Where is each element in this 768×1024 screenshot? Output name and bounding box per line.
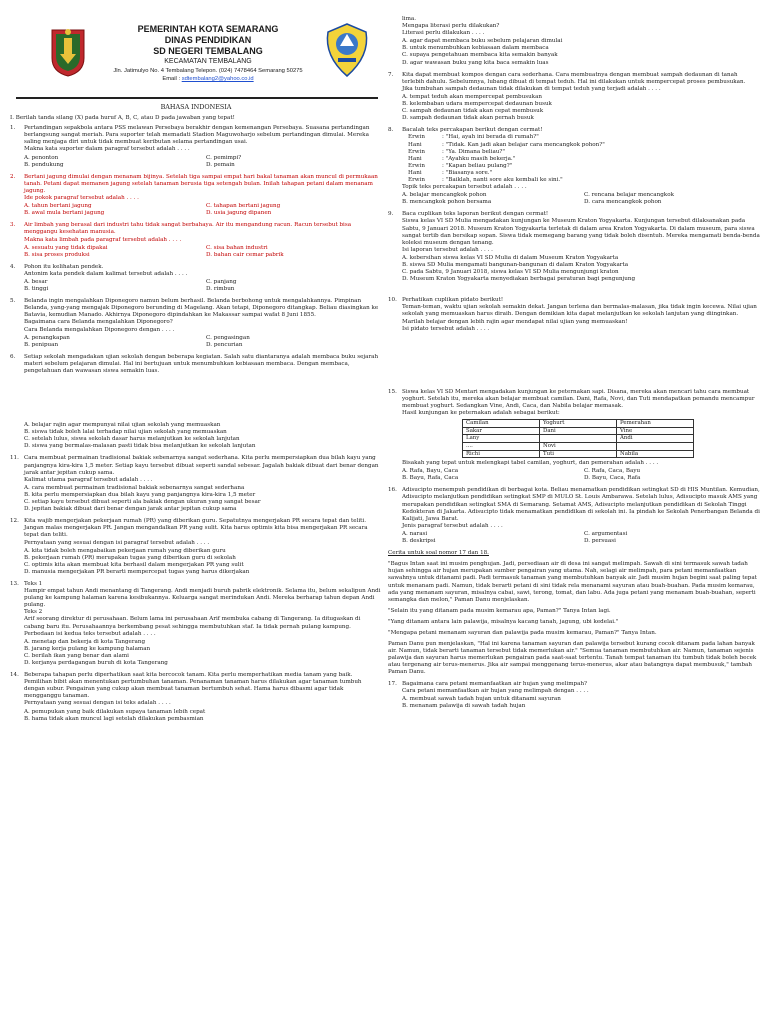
question-ask: Ide pokok paragraf tersebut adalah . . . .: [24, 195, 139, 202]
question-6: [10, 354, 382, 451]
option-c[interactable]: C. optimis kita akan membuat kita berhasil dalam mengerjakan PR yang sulit: [24, 561, 244, 568]
option-a[interactable]: A. kita tidak boleh mengabaikan pekerjaan rumah yang diberikan guru: [24, 547, 226, 554]
question-11: [10, 455, 382, 513]
option-a[interactable]: A. kebersihan siswa kelas VI SD Mulia di dalam Museum Kraton Yogyakarta: [402, 254, 619, 261]
speaker: Hani: [408, 169, 422, 176]
option-d[interactable]: D. usia jagung dipanen: [206, 210, 272, 217]
text-2-body: Arif seorang direktur di perusahaan. Belum lama ini perusahaan Arif membuka cabang di Tangerang. Ia ditugaskan di cabang baru itu. Perusahaannya berkembang pesat sehingga membutuhkan staf. Ia tidak pernah pulang kampung.: [24, 616, 361, 630]
options: [402, 696, 760, 710]
text-1-body: Hampir empat tahun Andi menantang di Tangerang. Andi menjadi buruh pabrik elektronik. Selama itu, belum sekalipun Andi pulang ke kampung halaman karena kesibukannya. Keluarga sangat merindukan Andi. Mereka berharap tahun depan Andi pulang.: [24, 588, 381, 609]
option-a[interactable]: A. tempat teduh akan mempercepat pembusukan: [402, 93, 543, 100]
question-17: [388, 681, 760, 710]
question-ask: Jenis paragraf tersebut adalah . . . .: [402, 522, 503, 529]
table-cell: Tuti: [540, 450, 617, 458]
letterhead-text: [98, 24, 318, 83]
school-name: SD NEGERI TEMBALANG: [153, 46, 263, 56]
table-cell: Sakar: [463, 427, 540, 435]
option-b[interactable]: B. Bayu, Rafa, Caca: [402, 475, 459, 482]
speaker: Erwin: [408, 148, 425, 155]
question-ask: Perbedaan isi kedua teks tersebut adalah . . . .: [24, 630, 156, 637]
question-number: 16.: [388, 487, 397, 494]
option-d[interactable]: D. Bayu, Caca, Rafa: [584, 475, 641, 482]
option-c[interactable]: C. setelah lulus, siswa sekolah dasar harus melanjutkan ke sekolah lanjutan: [24, 436, 240, 443]
table-cell: Andi: [617, 435, 694, 443]
option-d[interactable]: D. pencurian: [206, 341, 243, 348]
option-b[interactable]: B. pekerjaan rumah (PR) merupakan tugas yang diberikan guru di sekolah: [24, 554, 236, 561]
question-number: 15.: [388, 388, 397, 395]
options: [24, 335, 382, 349]
story-heading: Cerita untuk soal nomor 17 dan 18.: [388, 550, 489, 557]
question-ask: Isi laporan tersebut adalah . . . .: [402, 246, 493, 253]
letterhead: [10, 0, 382, 98]
option-d[interactable]: D. siswa yang bermalas-malasan pasti tidak bisa melanjutkan ke sekolah lanjutan: [24, 443, 256, 450]
question-ask: Isi pidato tersebut adalah . . . .: [402, 325, 490, 332]
school-email-line: [98, 75, 318, 83]
semarang-city-emblem-icon: [48, 24, 88, 78]
district-name: KECAMATAN TEMBALANG: [164, 58, 252, 65]
option-c[interactable]: C. setiap kayu tersebut dibuat seperti ala bakiak dengan ukuran yang sangat besar: [24, 499, 261, 506]
question-text: Bagaimana cara petani memanfaatkan air hujan yang melimpah?: [402, 680, 588, 687]
table-cell: [617, 442, 694, 450]
question-6-continuation: [388, 16, 760, 67]
question-1: [10, 125, 382, 169]
option-a[interactable]: A. cara membuat permainan tradisional bakiak sebenarnya sangat sederhana: [24, 484, 245, 491]
option-c[interactable]: C. pemimpi?: [206, 154, 242, 161]
question-text: Adisucipto menempuh pendidikan di berbagai kota. Beliau menamatkan pendidikan setingkat SD di HIS Muntilan. Kemudian, Adisucipto melanjutkan pendidikan setingkat SMP di MULO St. Louis Ambarawa. Setelah lulus, Adisucipto masuk AMS yang merupakan pendidikan setingkat SMA di Semarang. Setamat AMS, Adisucipto melanjutkan pendidikan di Sekolah Tinggi Kedokteran di Jakarta. Adisucipto tidak menamatkan pendidikan di sekolah ini. Ia pindah ke Sekolah Penerbangan Belanda di Kalijati, Jawa Barat.: [402, 487, 760, 522]
agency-name: DINAS PENDIDIKAN: [164, 35, 252, 45]
options: [24, 485, 382, 513]
options: [24, 245, 382, 259]
option-c[interactable]: C. pada Sabtu, 9 Januari 2018, siswa kelas VI SD Mulia mengunjungi kraton: [402, 269, 619, 276]
question-text: Bacalah teks percakapan berikut dengan cermat!: [402, 127, 543, 134]
option-a[interactable]: A. sesuatu yang tidak dipakai: [24, 244, 108, 251]
question-8: [388, 127, 760, 206]
utterance: : "Ya. Dimana beliau?": [442, 148, 505, 155]
option-a[interactable]: A. belajar mencangkok pohon: [402, 192, 487, 199]
option-d[interactable]: D. cara mencangkok pohon: [584, 199, 662, 206]
question-text: Bertani jagung dimulai dengan menanam bijinya. Setelah tiga sampai empat hari bakal tanaman akan muncul di permukaan tanah. Petani dapat memanen jagung setelah tanaman berusia tiga setengah bulan. Inilah tahapan petani dalam menanam jagung.: [24, 173, 378, 194]
options: [24, 709, 382, 723]
utterance: : "Baiklah, nanti sore aku kembali ke sini.": [442, 176, 563, 183]
question-text: Pertandingan sepakbola antara PSS melawan Persebaya berakhir dengan kemenangan Persebaya. Suasana pertandingan berlangsung sangat meriah. Para suporter telah memadati Stadion Maguwoharjo sebelum pertandingan dimulai. Mereka saling menjaga diri untuk tidak membuat keributan selama pertandingan usai.: [24, 125, 370, 146]
story-paragraph: "Bagus Intan saat ini musim penghujan. Jadi, persediaan air di desa ini sangat melimpah. Sawah di sini termasuk sawah tadah hujan sehingga air hujan merupakan sumber pengairan yang utama. Nah, selagi air melimpah, para petani memanfaatkan sawahnya untuk ditanami padi. Padi termasuk tanaman yang membutuhkan banyak air. Jadi musim hujan begini saat paling tepat untuk menanam padi. Namun, tidak berarti petani di sini tidak rela menanami sayuran atau buah-buahan. Pada musim kemarau, ada yang menanam sayuran, misalnya cabai, sawi, terong, tomat, dan labu. Ada juga petani yang menanam buah-buahan, seperti semangka dan melon," Paman Danu menjelaskan.: [388, 561, 757, 603]
speaker: Hani: [408, 155, 422, 162]
question-number: 8.: [388, 127, 394, 134]
question-ask: Kalimat utama paragraf tersebut adalah . . . .: [24, 476, 153, 483]
option-a[interactable]: A. Rafa, Bayu, Caca: [402, 468, 459, 475]
story-paragraph: "Yang ditanam antara lain palawija, misalnya kacang tanah, jagung, ubi kedelai.": [388, 618, 619, 625]
speaker: Erwin: [408, 134, 425, 141]
option-c[interactable]: C. rencana belajar mencangkok: [584, 192, 674, 199]
story-section: [388, 550, 760, 676]
option-a[interactable]: A. penangkapan: [24, 334, 70, 341]
question-number: 2.: [10, 173, 16, 180]
options: [402, 94, 760, 122]
table-header: Pemerahan: [617, 420, 694, 428]
option-d[interactable]: D. agar wawasan buku yang kita baca semakin luas: [402, 59, 549, 66]
option-a[interactable]: A. membuat sawah tadah hujan untuk ditanami sayuran: [402, 695, 561, 702]
option-d[interactable]: D. Museum Kraton Yogyakarta menyediakan berbagai peraturan bagi pengunjung: [402, 276, 636, 283]
question-16: [388, 487, 760, 545]
options: [402, 255, 760, 283]
option-d[interactable]: D. manusia mengerjakan PR berarti mempercepat tugas yang harus dikerjakan: [24, 568, 250, 575]
option-c[interactable]: C. Rafa, Caca, Bayu: [584, 468, 641, 475]
question-ask: Bisakah yang tepat untuk melengkapi tabel camilan, yoghurt, dan pemerahan adalah . . . .: [402, 460, 659, 467]
table-row: [463, 442, 694, 450]
question-13: [10, 581, 382, 667]
speech-text: Teman-teman, waktu ujian sekolah semakin dekat. Jangan terlena dan bermalas-malasan, jika tidak ingin kecewa. Nilai ujian sekolah yang memuaskan harus diraih. Dengan demikian kita dapat melanjutkan ke sekolah lanjutan yang diinginkan. Marilah belajar dengan lebih rajin agar mendapat nilai ujian yang memuaskan!: [402, 304, 757, 325]
speaker: Hani: [408, 141, 422, 148]
question-number: 4.: [10, 263, 16, 270]
question-text: Belanda ingin mengalahkan Diponegoro namun belum berhasil. Belanda berbohong untuk mengalahkannya. Pimpinan Belanda, yang-yang mengajak Diponegoro berunding di Magelang. Akan tetapi, Diponegoro ditangkap. Beliau diasingkan ke Batavia, kemudian Manado. Akhirnya Diponegoro dipindahkan ke Makassar sampai wafat 8 Juni 1855.: [24, 298, 379, 319]
email-link[interactable]: sdtembalang2@yahoo.co.id: [181, 76, 254, 82]
table-cell: Dani: [540, 427, 617, 435]
table-cell: Novi: [540, 442, 617, 450]
utterance: : "Tidak. Kan jadi akan belajar cara mencangkok pohon?": [442, 141, 605, 148]
option-c[interactable]: C. supaya pengetahuan membaca kita semakin banyak: [402, 52, 558, 59]
question-number: 7.: [388, 71, 394, 78]
option-d[interactable]: D. kerjanya perdagangan buruh di kota Tangerang: [24, 660, 168, 666]
school-address: Jln. Jatimulyo No. 4 Tembalang Telepon. (024) 7478464 Semarang 50275: [113, 68, 303, 74]
option-c[interactable]: C. sisa bahan industri: [206, 244, 268, 251]
question-text: Beberapa tahapan perlu diperhatikan saat kita bercocok tanam. Kita perlu memperhatikan media tanam yang baik. Pemilihan bibit akan menentukan pertumbuhan tanaman. Penanaman tanaman harus dilakukan agar tanaman tumbuh dengan subur. Pengairan yang cukup akan membuat tanaman bertumbuh sehat. Hama harus dibasmi agar tidak mengganggu tanaman.: [24, 672, 362, 700]
question-text: Cara membuat permainan tradisional bakiak sebenarnya sangat sederhana. Kita perlu mempersiapkan dua bilah kayu yang panjangnya kira-kira 1,5 meter. Setiap kayu tersebut dibuat seperti sandal sebesar. Jagalah bakiak dibuat dari benar dengan jarak antar jepitan cukup sama.: [24, 455, 379, 476]
table-row: [463, 420, 694, 428]
question-number: 1.: [10, 125, 16, 132]
question-ask: Pernyataan yang sesuai dengan isi teks adalah . . . .: [24, 700, 171, 707]
question-14: [10, 672, 382, 723]
question-ask: Antonim kata pendek dalam kalimat tersebut adalah . . . .: [24, 270, 188, 277]
option-d[interactable]: D. pemain: [206, 161, 235, 168]
question-number: 17.: [388, 680, 397, 687]
question-number: 3.: [10, 222, 16, 229]
question-text: Setiap sekolah mengadakan ujian sekolah dengan beberapa kegiatan. Salah satu diantaranya adalah membaca buku sejarah materi sebelum pelajaran dimulai. Hal ini bertujuan untuk menumbuhkan kebiasaan membaca. Dengan membaca, pengetahuan dan wawasan siswa semakin luas.: [24, 353, 379, 374]
option-c[interactable]: C. panjang: [206, 278, 237, 285]
blank-space: [24, 375, 382, 421]
option-a[interactable]: A. narasi: [402, 530, 428, 537]
activity-table: [462, 419, 694, 458]
option-d[interactable]: D. rimbun: [206, 286, 235, 293]
dialog: [402, 134, 760, 184]
question-ask: Cara petani memanfaatkan air hujan yang melimpah dengan . . . .: [402, 687, 589, 694]
option-b[interactable]: B. siswa tidak boleh lalai terhadap nilai ujian sekolah yang memuaskan: [24, 429, 227, 436]
question-text: Kita wajib mengerjakan pekerjaan rumah (PR) yang diberikan guru. Sepatutnya mengerjakan PR secara tepat dan teliti. Jangan malas mengerjakan PR. Jangan mengandalkan PR yang sulit. Kita harus optimis kita bisa mengerjakan PR secara tepat dan teliti.: [24, 518, 368, 539]
question-number: 14.: [10, 672, 19, 679]
option-b[interactable]: B. awal mula bertani jagung: [24, 210, 105, 217]
utterance: : "Biasanya sore.": [442, 169, 493, 176]
question-ask: Makna kata limbah pada paragraf tersebut adalah . . . .: [24, 236, 182, 243]
table-cell: Lany: [463, 435, 540, 443]
continuation-ask: Literasi perlu dilakukan . . . .: [402, 30, 485, 37]
question-number: 11.: [10, 455, 19, 462]
government-name: PEMERINTAH KOTA SEMARANG: [137, 24, 279, 34]
option-b[interactable]: B. kelembaban udara mempercepat dedaunan busuk: [402, 101, 552, 108]
table-header: Yoghurt: [540, 420, 617, 428]
option-b[interactable]: B. hama tidak akan muncul lagi setelah dilakukan pembasmian: [24, 715, 204, 722]
instruction: I. Berilah tanda silang (X) pada huruf A, B, C, atau D pada jawaban yang tepat!: [10, 115, 235, 122]
option-a[interactable]: A. pemupukan yang baik dilakukan supaya tanaman lebih cepat: [24, 708, 206, 715]
question-7: [388, 72, 760, 123]
question-3: [10, 222, 382, 258]
subject-title: BAHASA INDONESIA: [160, 103, 232, 111]
text-2-label: Teks 2: [24, 609, 43, 616]
question-number: 13.: [10, 580, 19, 587]
option-d[interactable]: D. jepitan bakiak dibuat dari benar dengan jarak antar jepitan cukup sama: [24, 506, 237, 513]
options: [402, 38, 760, 66]
table-cell: [540, 435, 617, 443]
option-c[interactable]: C. tahapan bertani jagung: [206, 203, 281, 210]
option-a[interactable]: A. penonton: [24, 154, 59, 161]
option-d[interactable]: D. bahan cair cemar pabrik: [206, 251, 284, 258]
option-c[interactable]: C. argumentasi: [584, 530, 628, 537]
question-15: [388, 389, 760, 483]
question-ask-2: Cara Belanda mengalahkan Diponegoro dengan . . . .: [24, 326, 175, 333]
right-column: [388, 0, 760, 715]
question-10: [388, 297, 760, 332]
question-text: Perhatikan cuplikan pidato berikut!: [402, 297, 504, 304]
table-cell: Richi: [463, 450, 540, 458]
option-b[interactable]: B. pendukung: [24, 161, 64, 168]
question-number: 12.: [10, 518, 19, 525]
option-b[interactable]: B. penipuan: [24, 341, 59, 348]
options: [24, 639, 382, 667]
header-rule: [16, 97, 378, 99]
question-4: [10, 264, 382, 293]
left-column: [10, 0, 382, 728]
utterance: : "Hai, ayah ini berada di rumah?": [442, 134, 539, 141]
options: [24, 548, 382, 576]
question-text: Kita dapat membuat kompos dengan cara sederhana. Cara membuatnya dengan membuat sampah dedaunan di tanah terlebih dahulu. Sebelumnya, lubang dibuat di tempat teduh. Hal ini dilakukan untuk mempercepat proses pembusukan.: [402, 71, 746, 85]
question-text: Pohon itu kelihatan pendek.: [24, 263, 104, 270]
question-number: 9.: [388, 211, 394, 218]
options: [24, 279, 382, 293]
options: [402, 192, 760, 206]
question-12: [10, 518, 382, 576]
option-a[interactable]: A. menetap dan bekerja di kota Tangerang: [24, 638, 146, 645]
question-ask: Makna kata suporter dalam paragraf tersebut adalah . . . .: [24, 146, 190, 153]
report-text: Siswa kelas VI SD Mulia mengadakan kunjungan ke Museum Kraton Yogyakarta. Kunjungan tersebut dilaksanakan pada Sabtu, 9 Januari 2018. Museum Kraton Yogyakarta terletak di dalam area Kraton Yogyakarta. Di dalam museum, para siswa sangat tertib dan bersikap sopan. Siswa tidak memegang barang yang tidak boleh disentuh. Mereka mengamati benda-benda koleksi museum dengan tenang.: [402, 218, 760, 246]
utterance: : "Ayahku masih bekerja.": [442, 155, 516, 162]
option-d[interactable]: D. sampah dedaunan tidak akan pernah busuk: [402, 115, 534, 122]
question-number: 10.: [388, 297, 397, 304]
question-ask: Bagaimana cara Belanda mengalahkan Diponegoro?: [24, 319, 173, 326]
utterance: : "Kapan beliau pulang?": [442, 162, 513, 169]
options: [402, 531, 760, 545]
option-c[interactable]: C. berilah ikan yang benar dan alami: [24, 652, 129, 659]
question-ask: Topik teks percakapan tersebut adalah . . . .: [402, 184, 527, 191]
option-a[interactable]: A. belajar rajin agar mempunyai nilai ujian sekolah yang memuaskan: [24, 422, 221, 429]
speaker: Erwin: [408, 162, 425, 169]
table-row: [463, 427, 694, 435]
options: [402, 468, 760, 482]
email-label: Email :: [162, 76, 181, 82]
continuation-question: Mengapa literasi perlu dilakukan?: [402, 23, 500, 30]
question-text: Air limbah yang berasal dari industri tahu tidak sangat berbahaya. Air itu mengandung racun. Racun tersebut bisa menggangu kesehatan manusia.: [24, 222, 352, 236]
option-b[interactable]: B. sisa proses produksi: [24, 251, 90, 258]
question-text: Siswa kelas VI SD Mentari mengadakan kunjungan ke peternakan sapi. Disana, mereka akan mencari tahu cara membuat yoghurt. Setelah itu, mereka akan belajar membuat camilan. Dani, Rafa, Novi, dan Tuti mendapatkan pemandu mencampur membuat yoghurt. Sedangkan Vine, Andi, Caca, dan Nabila belajar memasak.: [402, 388, 755, 409]
question-text: Baca cuplikan teks laporan berikut dengan cermat!: [402, 211, 549, 218]
table-row: [463, 435, 694, 443]
speaker: Erwin: [408, 176, 425, 183]
table-header: Camilan: [463, 420, 540, 428]
question-ask: Pernyataan yang sesuai dengan isi paragraf tersebut adalah . . . .: [24, 539, 210, 546]
story-paragraph: "Mengapa petani menanam sayuran dan palawija pada musim kemarau, Paman?" Tanya Intan.: [388, 629, 657, 636]
table-row: [463, 450, 694, 458]
option-b[interactable]: B. untuk menumbuhkan kebiasaan dalam membaca: [402, 45, 549, 52]
table-cell: Nabila: [617, 450, 694, 458]
question-5: [10, 298, 382, 349]
option-a[interactable]: A. tahun bertani jagung: [24, 203, 92, 210]
option-a[interactable]: A. agar dapat membaca buku sebelum pelajaran dimulai: [402, 38, 563, 45]
options: [24, 155, 382, 169]
story-paragraph: Paman Danu pun menjelaskan, "Hal ini karena tanaman sayuran dan palawija tersebut kurang cocok ditanam pada lahan banyak air. Namun, tidak berarti tanaman tersebut tidak memerlukan air." "Semua tanaman membutuhkan air. Namun, tanaman sejenis palawija dan sayuran harus memerlukan pengairan pada saat-saat tertentu. Tanah tempat tanaman itu tumbuh tidak boleh becek atau tergenang air terus-menerus. Jika air sampai menggenang terus-menerus, akar atau batangnya dapat membusuk," tambah Paman Danu.: [388, 641, 757, 676]
question-number: 6.: [10, 353, 16, 360]
option-c[interactable]: C. pengasingan: [206, 334, 250, 341]
continuation-text: lima.: [402, 16, 416, 22]
options: [24, 422, 382, 450]
question-number: 5.: [10, 298, 16, 305]
options: [24, 203, 382, 217]
option-b[interactable]: B. siswa SD Mulia mengamati bangunan-bangunan di dalam Kraton Yogyakarta: [402, 262, 629, 268]
option-b[interactable]: B. menanam palawija di sawah tadah hujan: [402, 702, 526, 709]
question-9: [388, 211, 760, 283]
option-b[interactable]: B. jarang kerja pulang ke kampung halaman: [24, 645, 151, 652]
question-ask: Jika tumbuhan sampah dedaunan tidak dilakukan di tempat teduh yang terjadi adalah . . . .: [402, 85, 661, 92]
option-b[interactable]: B. mencangkok pohon bersama: [402, 199, 492, 206]
option-b[interactable]: B. deskripsi: [402, 538, 436, 545]
option-a[interactable]: A. besar: [24, 278, 48, 285]
story-paragraph: "Selain itu yang ditanam pada musim kemarau apa, Paman?" Tanya Intan lagi.: [388, 607, 611, 614]
table-cell: ....: [463, 442, 540, 450]
text-1-label: Teks 1: [24, 580, 43, 587]
option-d[interactable]: D. persuasi: [584, 538, 616, 545]
option-c[interactable]: C. sampah dedaunan tidak akan cepat membusuk: [402, 108, 544, 115]
question-2: [10, 174, 382, 218]
table-cell: Vine: [617, 427, 694, 435]
option-b[interactable]: B. tinggi: [24, 286, 49, 293]
option-b[interactable]: B. kita perlu mempersiapkan dua bilah kayu yang panjangnya kira-kira 1,5 meter: [24, 491, 256, 498]
table-intro: Hasil kunjungan ke peternakan adalah sebagai berikut:: [402, 410, 560, 417]
tut-wuri-handayani-logo-icon: [322, 22, 372, 78]
